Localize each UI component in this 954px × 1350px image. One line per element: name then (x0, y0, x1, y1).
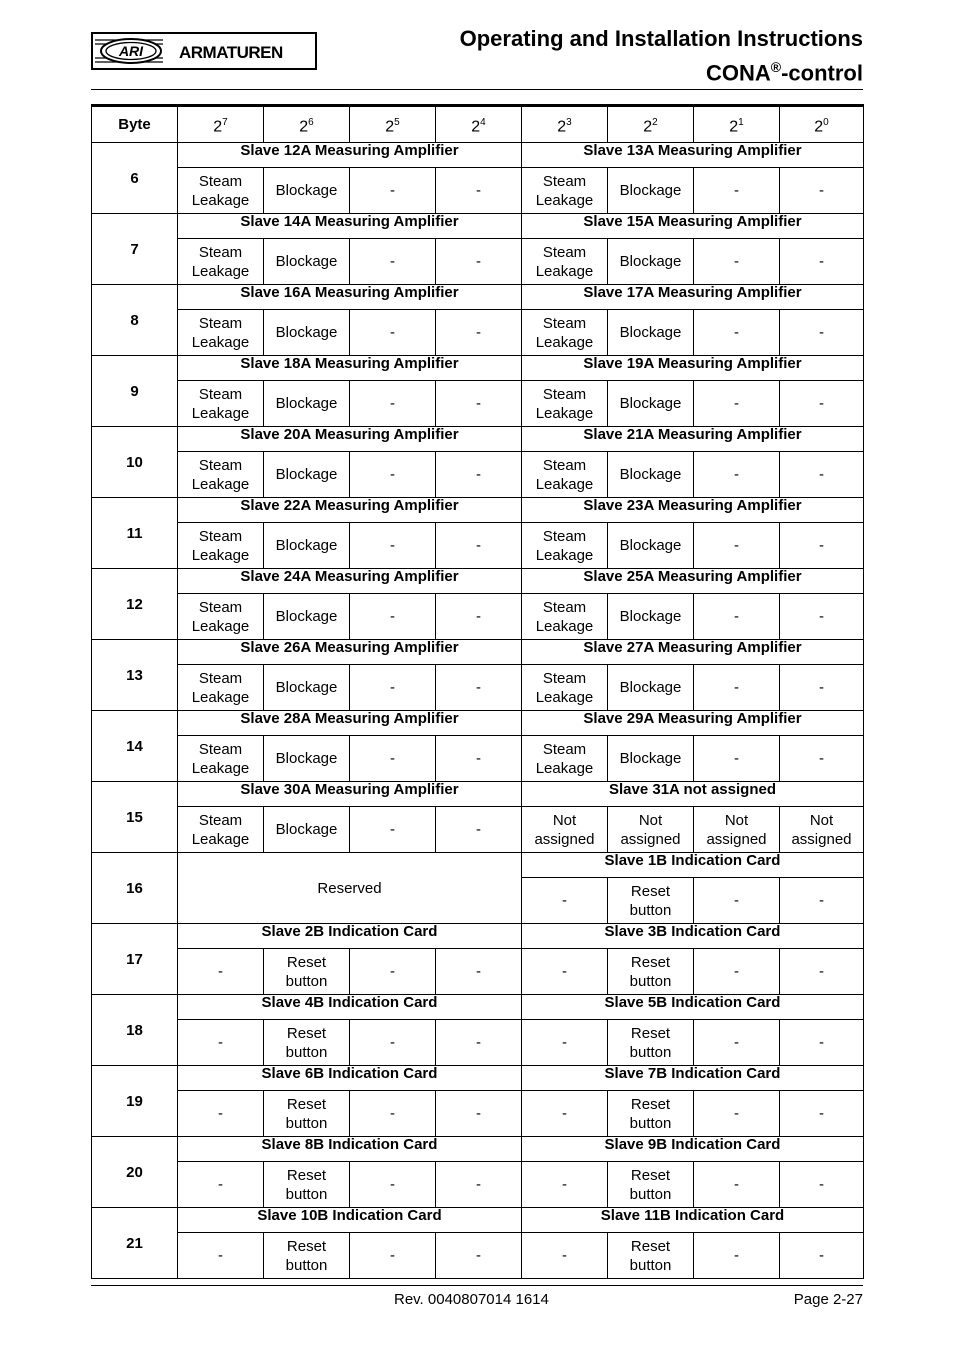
bit-cell: - (350, 310, 436, 356)
bit-exponent: 3 (566, 116, 572, 128)
group-title: Slave 21A Measuring Amplifier (522, 427, 864, 452)
bit-cell: - (694, 239, 780, 285)
bit-cell: - (780, 1091, 864, 1137)
group-title: Slave 1B Indication Card (522, 853, 864, 878)
bit-cell: - (436, 807, 522, 853)
bit-cell: - (350, 665, 436, 711)
bit-cell: - (350, 381, 436, 427)
bit-cell: - (780, 878, 864, 924)
bit-cell: - (780, 452, 864, 498)
bit-cell: Steam Leakage (178, 310, 264, 356)
bit-cell: - (694, 736, 780, 782)
bit-cell: Reset button (608, 1091, 694, 1137)
bit-cell: - (178, 1091, 264, 1137)
table-row (92, 427, 864, 452)
bit-cell: - (694, 1091, 780, 1137)
table-row (92, 285, 864, 310)
bit-cell: Steam Leakage (522, 168, 608, 214)
bit-column-header (522, 106, 608, 143)
bit-cell: - (780, 1162, 864, 1208)
bit-cell: - (780, 239, 864, 285)
table-row (92, 310, 864, 356)
bit-cell: Steam Leakage (522, 736, 608, 782)
logo-graphic (93, 34, 315, 68)
table-row (92, 143, 864, 168)
bit-cell: Reset button (264, 1162, 350, 1208)
bit-cell: - (178, 1020, 264, 1066)
group-title: Slave 30A Measuring Amplifier (178, 782, 522, 807)
bit-column-header (780, 106, 864, 143)
bit-column-header (694, 106, 780, 143)
bit-cell: Steam Leakage (522, 310, 608, 356)
group-title: Slave 22A Measuring Amplifier (178, 498, 522, 523)
group-title: Slave 9B Indication Card (522, 1137, 864, 1162)
bit-cell: Steam Leakage (522, 381, 608, 427)
bit-cell: Steam Leakage (178, 665, 264, 711)
bit-column-header (178, 106, 264, 143)
bit-cell: Blockage (264, 239, 350, 285)
group-title: Slave 31A not assigned (522, 782, 864, 807)
bit-cell: Blockage (264, 736, 350, 782)
bit-cell: - (436, 665, 522, 711)
bit-cell: - (436, 594, 522, 640)
bit-base: 2 (729, 118, 739, 136)
bit-cell: Reset button (264, 1233, 350, 1279)
bit-cell: - (780, 381, 864, 427)
bit-cell: - (522, 1091, 608, 1137)
byte-number: 18 (92, 995, 178, 1066)
bit-cell: Blockage (264, 665, 350, 711)
group-title: Slave 11B Indication Card (522, 1208, 864, 1233)
byte-number: 17 (92, 924, 178, 995)
registered-mark: ® (770, 59, 782, 75)
bit-cell: - (694, 878, 780, 924)
bit-cell: - (436, 381, 522, 427)
bit-exponent: 7 (222, 116, 228, 128)
bit-column-header (436, 106, 522, 143)
bit-cell: Blockage (264, 807, 350, 853)
bit-cell: - (522, 1233, 608, 1279)
table-row (92, 569, 864, 594)
group-title: Slave 13A Measuring Amplifier (522, 143, 864, 168)
bit-cell: - (436, 168, 522, 214)
table-row (92, 498, 864, 523)
bit-cell: - (694, 1233, 780, 1279)
bit-cell: Blockage (264, 381, 350, 427)
bit-cell: - (694, 949, 780, 995)
title-suffix: -control (781, 60, 863, 86)
bit-cell: Reset button (608, 878, 694, 924)
bit-cell: - (350, 523, 436, 569)
byte-number: 19 (92, 1066, 178, 1137)
bit-cell: - (694, 1020, 780, 1066)
bit-cell: - (694, 594, 780, 640)
bit-cell: - (780, 310, 864, 356)
bit-cell: - (780, 523, 864, 569)
bit-cell: Blockage (608, 452, 694, 498)
bit-cell: - (350, 736, 436, 782)
byte-number: 14 (92, 711, 178, 782)
byte-number: 12 (92, 569, 178, 640)
table-row (92, 782, 864, 807)
bit-cell: Steam Leakage (178, 807, 264, 853)
bit-base: 2 (643, 118, 653, 136)
title-product: CONA (706, 60, 771, 86)
bit-cell: - (350, 1020, 436, 1066)
bit-base: 2 (557, 118, 567, 136)
bit-cell: - (780, 949, 864, 995)
bit-cell: - (350, 452, 436, 498)
bit-exponent: 5 (394, 116, 400, 128)
bit-cell: Not assigned (780, 807, 864, 853)
header-divider (91, 89, 863, 90)
bit-cell: Steam Leakage (522, 239, 608, 285)
bit-column-header (608, 106, 694, 143)
group-title: Slave 24A Measuring Amplifier (178, 569, 522, 594)
bit-cell: Steam Leakage (178, 452, 264, 498)
bit-exponent: 2 (652, 116, 658, 128)
bit-cell: - (178, 949, 264, 995)
bit-cell: Blockage (264, 594, 350, 640)
group-title: Slave 17A Measuring Amplifier (522, 285, 864, 310)
group-title: Slave 3B Indication Card (522, 924, 864, 949)
bit-cell: - (522, 1020, 608, 1066)
bit-cell: - (436, 949, 522, 995)
bit-cell: - (780, 594, 864, 640)
table-row (92, 995, 864, 1020)
group-title: Slave 26A Measuring Amplifier (178, 640, 522, 665)
table-row (92, 594, 864, 640)
bit-cell: - (350, 1091, 436, 1137)
table-row (92, 1208, 864, 1233)
bit-cell: Steam Leakage (178, 239, 264, 285)
ari-armaturen-logo (91, 32, 317, 70)
bit-cell: Steam Leakage (522, 594, 608, 640)
group-title: Slave 6B Indication Card (178, 1066, 522, 1091)
bit-cell: - (350, 807, 436, 853)
table-row (92, 949, 864, 995)
bit-assignment-table (91, 104, 864, 1279)
bit-cell: - (780, 1020, 864, 1066)
group-title: Slave 28A Measuring Amplifier (178, 711, 522, 736)
table-row (92, 214, 864, 239)
group-title: Slave 23A Measuring Amplifier (522, 498, 864, 523)
byte-number: 8 (92, 285, 178, 356)
byte-number: 9 (92, 356, 178, 427)
bit-cell: Reset button (264, 1020, 350, 1066)
table-row (92, 1066, 864, 1091)
logo-mark: ARI (118, 43, 144, 59)
bit-cell: - (694, 310, 780, 356)
group-title: Slave 14A Measuring Amplifier (178, 214, 522, 239)
table-row (92, 523, 864, 569)
bit-cell: Reset button (608, 1162, 694, 1208)
bit-cell: Steam Leakage (522, 523, 608, 569)
bit-cell: Blockage (608, 665, 694, 711)
bit-cell: - (780, 168, 864, 214)
table-row (92, 924, 864, 949)
group-title: Slave 12A Measuring Amplifier (178, 143, 522, 168)
bit-cell: Blockage (264, 523, 350, 569)
bit-cell: - (694, 452, 780, 498)
bit-cell: - (694, 168, 780, 214)
bit-column-header (350, 106, 436, 143)
bit-cell: Reset button (264, 949, 350, 995)
table-row (92, 1091, 864, 1137)
bit-cell: Blockage (264, 452, 350, 498)
bit-cell: - (436, 736, 522, 782)
group-title: Slave 5B Indication Card (522, 995, 864, 1020)
bit-cell: - (350, 168, 436, 214)
bit-base: 2 (385, 118, 395, 136)
table-row (92, 168, 864, 214)
table-row (92, 1162, 864, 1208)
bit-cell: - (436, 452, 522, 498)
bit-base: 2 (299, 118, 309, 136)
bit-cell: Blockage (608, 310, 694, 356)
bit-base: 2 (814, 118, 824, 136)
byte-number: 16 (92, 853, 178, 924)
bit-cell: Steam Leakage (522, 452, 608, 498)
group-title: Slave 19A Measuring Amplifier (522, 356, 864, 381)
table-row (92, 736, 864, 782)
table-header-row (92, 106, 864, 143)
bit-cell: - (350, 949, 436, 995)
bit-cell: Steam Leakage (178, 168, 264, 214)
table-row (92, 381, 864, 427)
bit-cell: Reset button (264, 1091, 350, 1137)
reserved-cell: Reserved (178, 853, 522, 924)
page-number: Page 2-27 (793, 1291, 863, 1308)
bit-cell: Reset button (608, 949, 694, 995)
bit-cell: Not assigned (608, 807, 694, 853)
bit-cell: - (694, 523, 780, 569)
table-row (92, 711, 864, 736)
bit-cell: - (694, 665, 780, 711)
bit-cell: - (436, 1091, 522, 1137)
table-row (92, 356, 864, 381)
bit-cell: - (780, 1233, 864, 1279)
bit-cell: Reset button (608, 1020, 694, 1066)
group-title: Slave 27A Measuring Amplifier (522, 640, 864, 665)
bit-cell: Reset button (608, 1233, 694, 1279)
bit-column-header (264, 106, 350, 143)
bit-cell: - (178, 1162, 264, 1208)
bit-cell: - (522, 1162, 608, 1208)
bit-exponent: 1 (738, 116, 744, 128)
group-title: Slave 16A Measuring Amplifier (178, 285, 522, 310)
bit-cell: Steam Leakage (178, 381, 264, 427)
bit-cell: Steam Leakage (522, 665, 608, 711)
bit-cell: - (436, 239, 522, 285)
group-title: Slave 7B Indication Card (522, 1066, 864, 1091)
bit-cell: Blockage (608, 168, 694, 214)
bit-exponent: 4 (480, 116, 486, 128)
group-title: Slave 18A Measuring Amplifier (178, 356, 522, 381)
group-title: Slave 29A Measuring Amplifier (522, 711, 864, 736)
table-row (92, 1020, 864, 1066)
footer-divider (91, 1285, 863, 1286)
bit-cell: Blockage (608, 736, 694, 782)
byte-number: 15 (92, 782, 178, 853)
bit-cell: Blockage (608, 239, 694, 285)
byte-number: 21 (92, 1208, 178, 1279)
table-row (92, 1233, 864, 1279)
bit-exponent: 6 (308, 116, 314, 128)
table-row (92, 452, 864, 498)
bit-cell: Steam Leakage (178, 736, 264, 782)
bit-cell: - (436, 523, 522, 569)
document-title (460, 24, 863, 87)
group-title: Slave 4B Indication Card (178, 995, 522, 1020)
bit-cell: - (436, 310, 522, 356)
byte-number: 20 (92, 1137, 178, 1208)
bit-cell: Steam Leakage (178, 523, 264, 569)
bit-cell: - (436, 1020, 522, 1066)
group-title: Slave 2B Indication Card (178, 924, 522, 949)
group-title: Slave 20A Measuring Amplifier (178, 427, 522, 452)
table-row (92, 665, 864, 711)
bit-cell: - (694, 1162, 780, 1208)
logo-text: ARMATUREN (179, 43, 283, 62)
title-line-1: Operating and Installation Instructions (459, 26, 863, 51)
bit-cell: - (350, 1162, 436, 1208)
bit-cell: - (178, 1233, 264, 1279)
bit-cell: Blockage (608, 523, 694, 569)
table-row (92, 1137, 864, 1162)
byte-number: 7 (92, 214, 178, 285)
byte-number: 10 (92, 427, 178, 498)
table-row (92, 853, 864, 878)
bit-cell: Not assigned (522, 807, 608, 853)
table-row (92, 239, 864, 285)
bit-cell: Blockage (608, 381, 694, 427)
byte-number: 11 (92, 498, 178, 569)
byte-number: 6 (92, 143, 178, 214)
bit-cell: - (350, 594, 436, 640)
bit-cell: - (522, 878, 608, 924)
bit-cell: - (780, 736, 864, 782)
bit-cell: - (694, 381, 780, 427)
title-line-2 (460, 53, 863, 87)
bit-exponent: 0 (823, 116, 829, 128)
bit-cell: - (350, 239, 436, 285)
group-title: Slave 25A Measuring Amplifier (522, 569, 864, 594)
bit-cell: - (350, 1233, 436, 1279)
bit-cell: Blockage (264, 168, 350, 214)
bit-cell: - (522, 949, 608, 995)
bit-base: 2 (471, 118, 481, 136)
byte-column-header: Byte (92, 106, 178, 143)
group-title: Slave 10B Indication Card (178, 1208, 522, 1233)
bit-cell: Blockage (608, 594, 694, 640)
bit-cell: Steam Leakage (178, 594, 264, 640)
table-row (92, 807, 864, 853)
byte-number: 13 (92, 640, 178, 711)
bit-base: 2 (213, 118, 223, 136)
revision-number: Rev. 0040807014 1614 (394, 1291, 549, 1308)
group-title: Slave 15A Measuring Amplifier (522, 214, 864, 239)
bit-cell: Blockage (264, 310, 350, 356)
bit-cell: - (780, 665, 864, 711)
group-title: Slave 8B Indication Card (178, 1137, 522, 1162)
bit-cell: - (436, 1233, 522, 1279)
table-row (92, 640, 864, 665)
bit-cell: Not assigned (694, 807, 780, 853)
bit-cell: - (436, 1162, 522, 1208)
